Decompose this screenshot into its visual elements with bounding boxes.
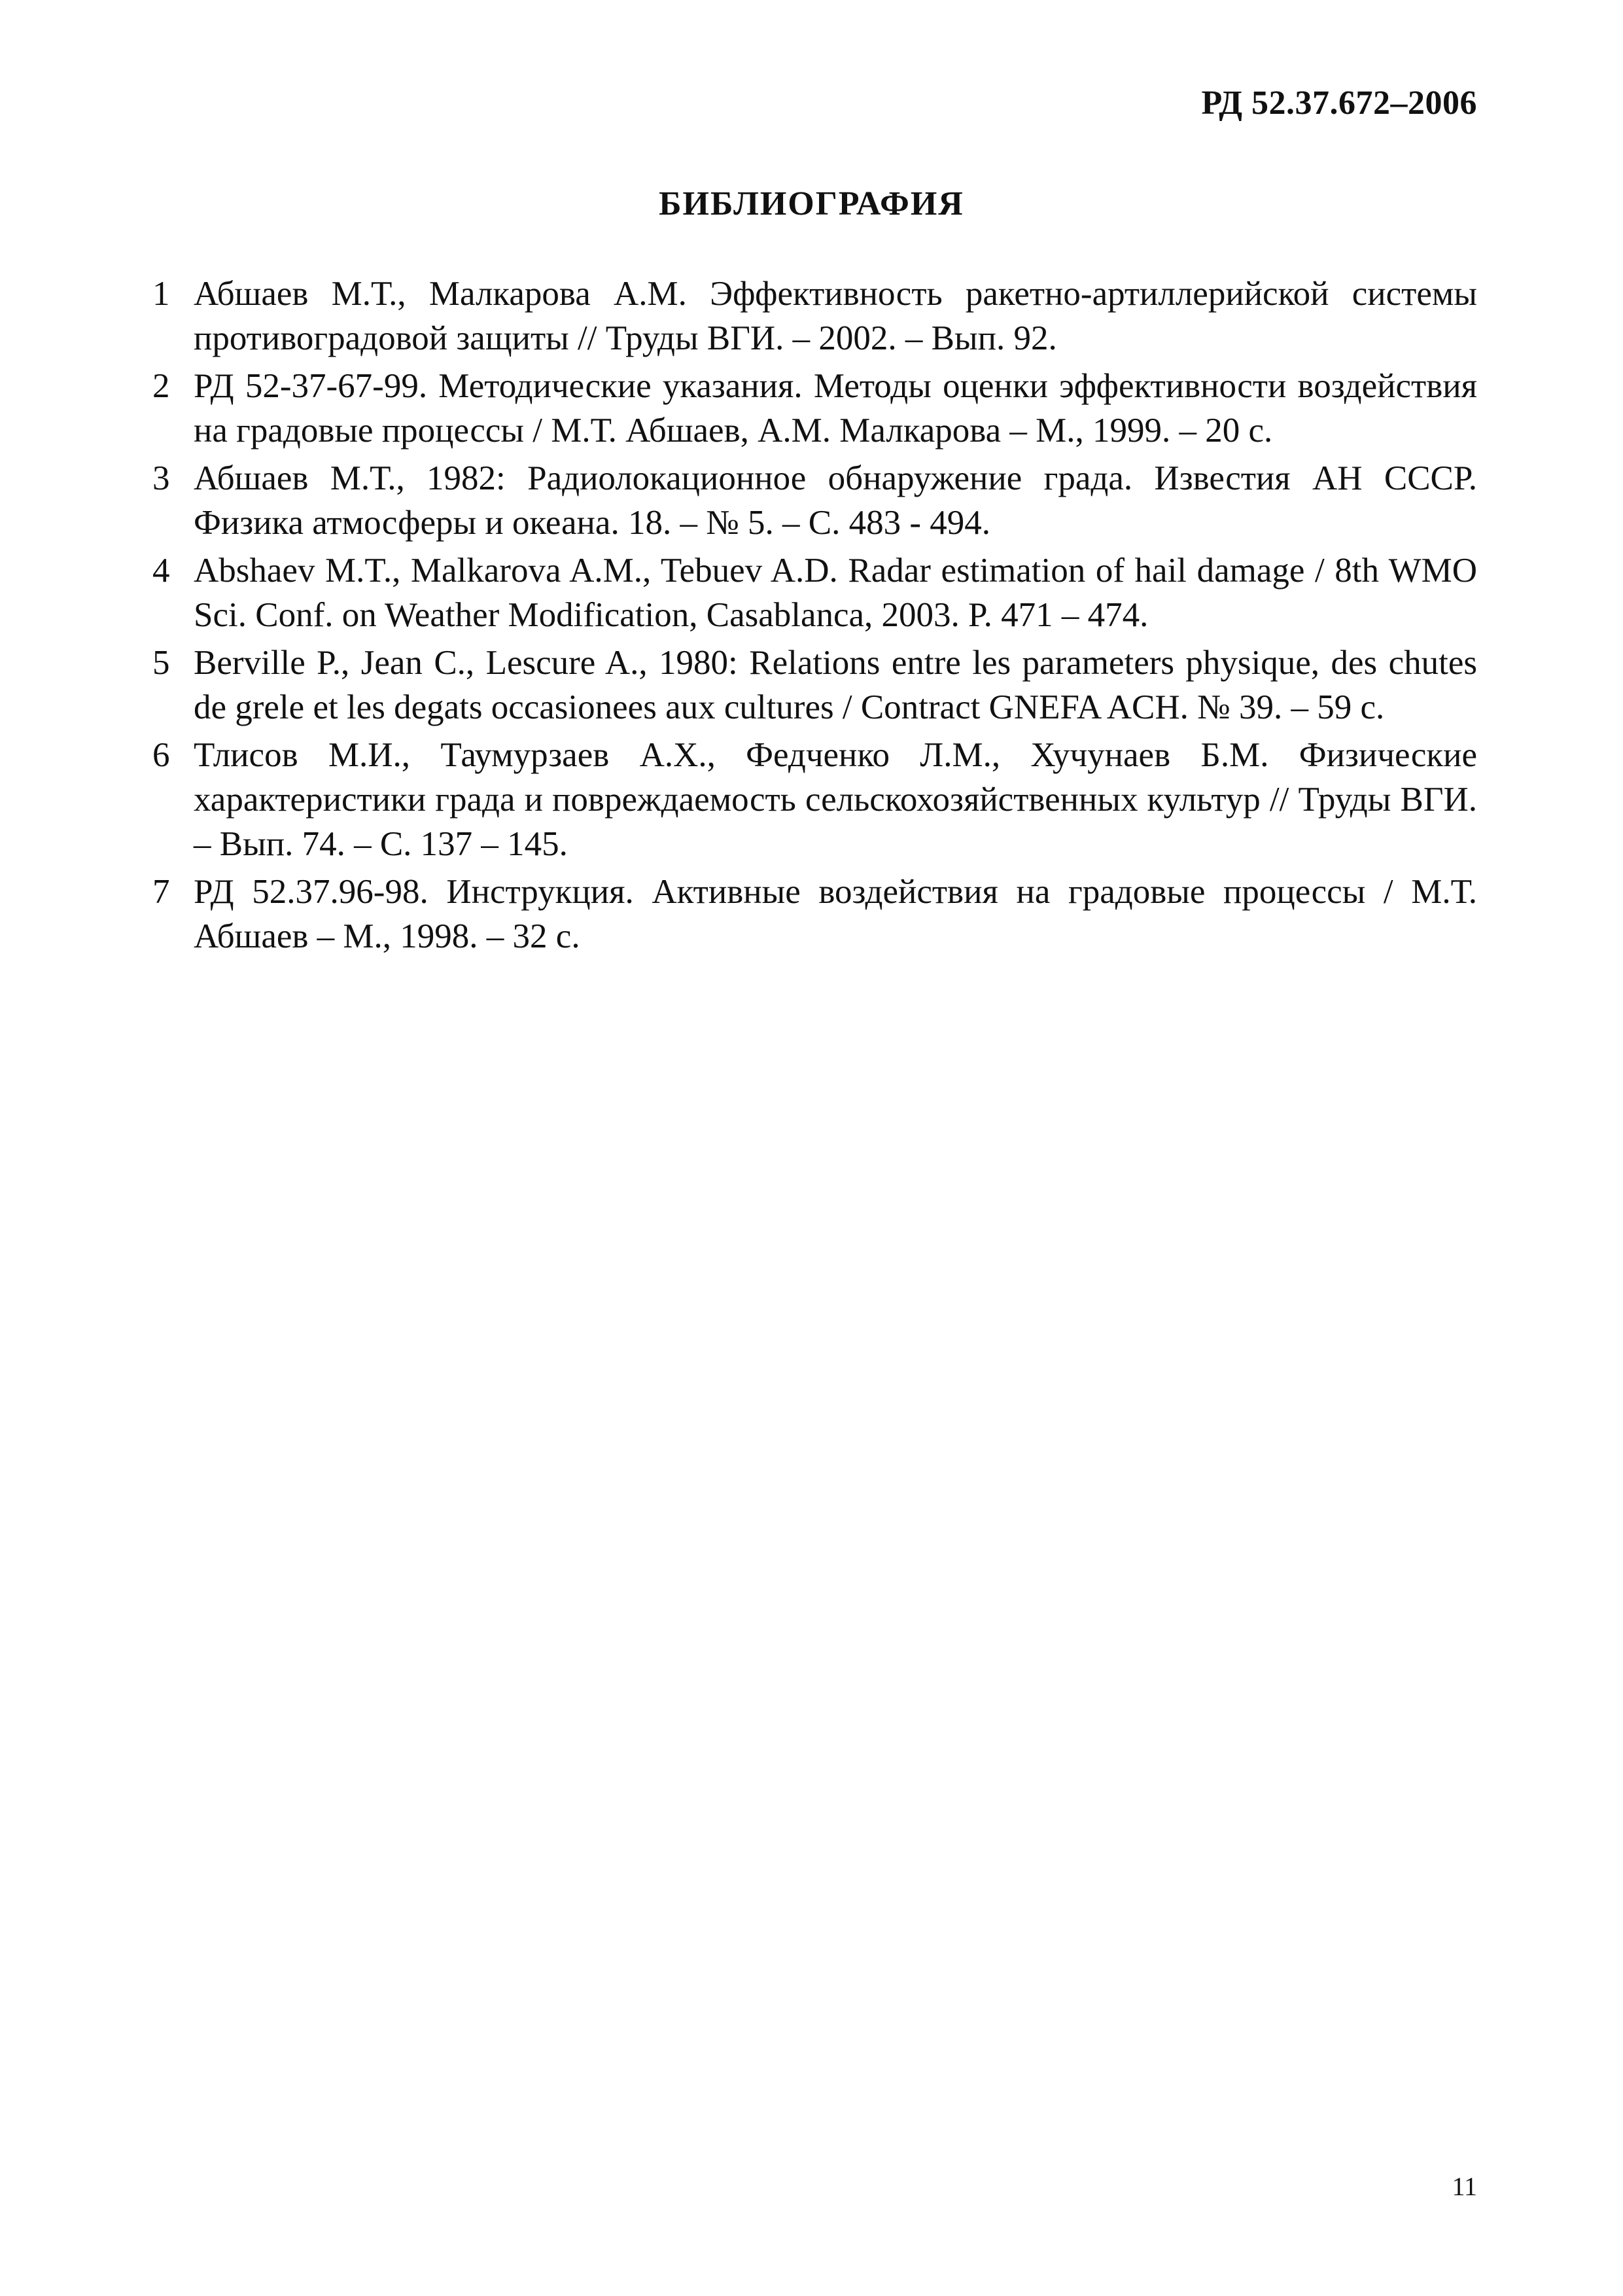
bibliography-item-text: Abshaev M.T., Malkarova A.M., Tebuev A.D. Radar estimation of hail damage / 8th WMO Sci. Conf. on Weather Modification, Casablanca, 2003. P. 471 – 474. (194, 552, 1477, 634)
bibliography-item (152, 870, 1477, 959)
bibliography-item-text: Абшаев М.Т., Малкарова А.М. Эффективность ракетно-артиллерийской системы противоградовой защиты // Труды ВГИ. – 2002. – Вып. 92. (194, 275, 1477, 357)
bibliography-item-text: Абшаев М.Т., 1982: Радиолокационное обнаружение града. Известия АН СССР. Физика атмосферы и океана. 18. – № 5. – С. 483 - 494. (194, 459, 1477, 542)
bibliography-item-text: Тлисов М.И., Таумурзаев А.Х., Федченко Л.М., Хучунаев Б.М. Физические характеристики града и повреждаемость сельскохозяйственных культур // Труды ВГИ. – Вып. 74. – С. 137 – 145. (194, 736, 1477, 863)
bibliography-item (152, 272, 1477, 361)
bibliography-item-number: 2 (152, 367, 170, 405)
bibliography-item (152, 364, 1477, 453)
bibliography-item (152, 548, 1477, 637)
document-code: РД 52.37.672–2006 (1201, 84, 1477, 122)
bibliography-item (152, 456, 1477, 545)
bibliography-item-text: РД 52.37.96-98. Инструкция. Активные воздействия на градовые процессы / М.Т. Абшаев – М., 1998. – 32 с. (194, 873, 1477, 955)
bibliography-item-text: Berville P., Jean C., Lescure A., 1980: Relations entre les parameters physique, des chutes de grele et les degats occasionees aux cultures / Contract GNEFA ACH. № 39. – 59 c. (194, 644, 1477, 726)
bibliography-item-number: 1 (152, 275, 170, 313)
bibliography-item-number: 5 (152, 644, 170, 682)
bibliography-item-number: 4 (152, 552, 170, 590)
bibliography-item-number: 7 (152, 873, 170, 911)
bibliography-item-number: 3 (152, 459, 170, 497)
bibliography-item (152, 641, 1477, 730)
bibliography-item-text: РД 52-37-67-99. Методические указания. Методы оценки эффективности воздействия на градовые процессы / М.Т. Абшаев, А.М. Малкарова – М., 1999. – 20 с. (194, 367, 1477, 450)
bibliography-list (152, 272, 1477, 962)
page-number: 11 (1452, 2172, 1477, 2201)
bibliography-item (152, 733, 1477, 866)
bibliography-item-number: 6 (152, 736, 170, 774)
section-title: БИБЛИОГРАФИЯ (659, 185, 964, 222)
